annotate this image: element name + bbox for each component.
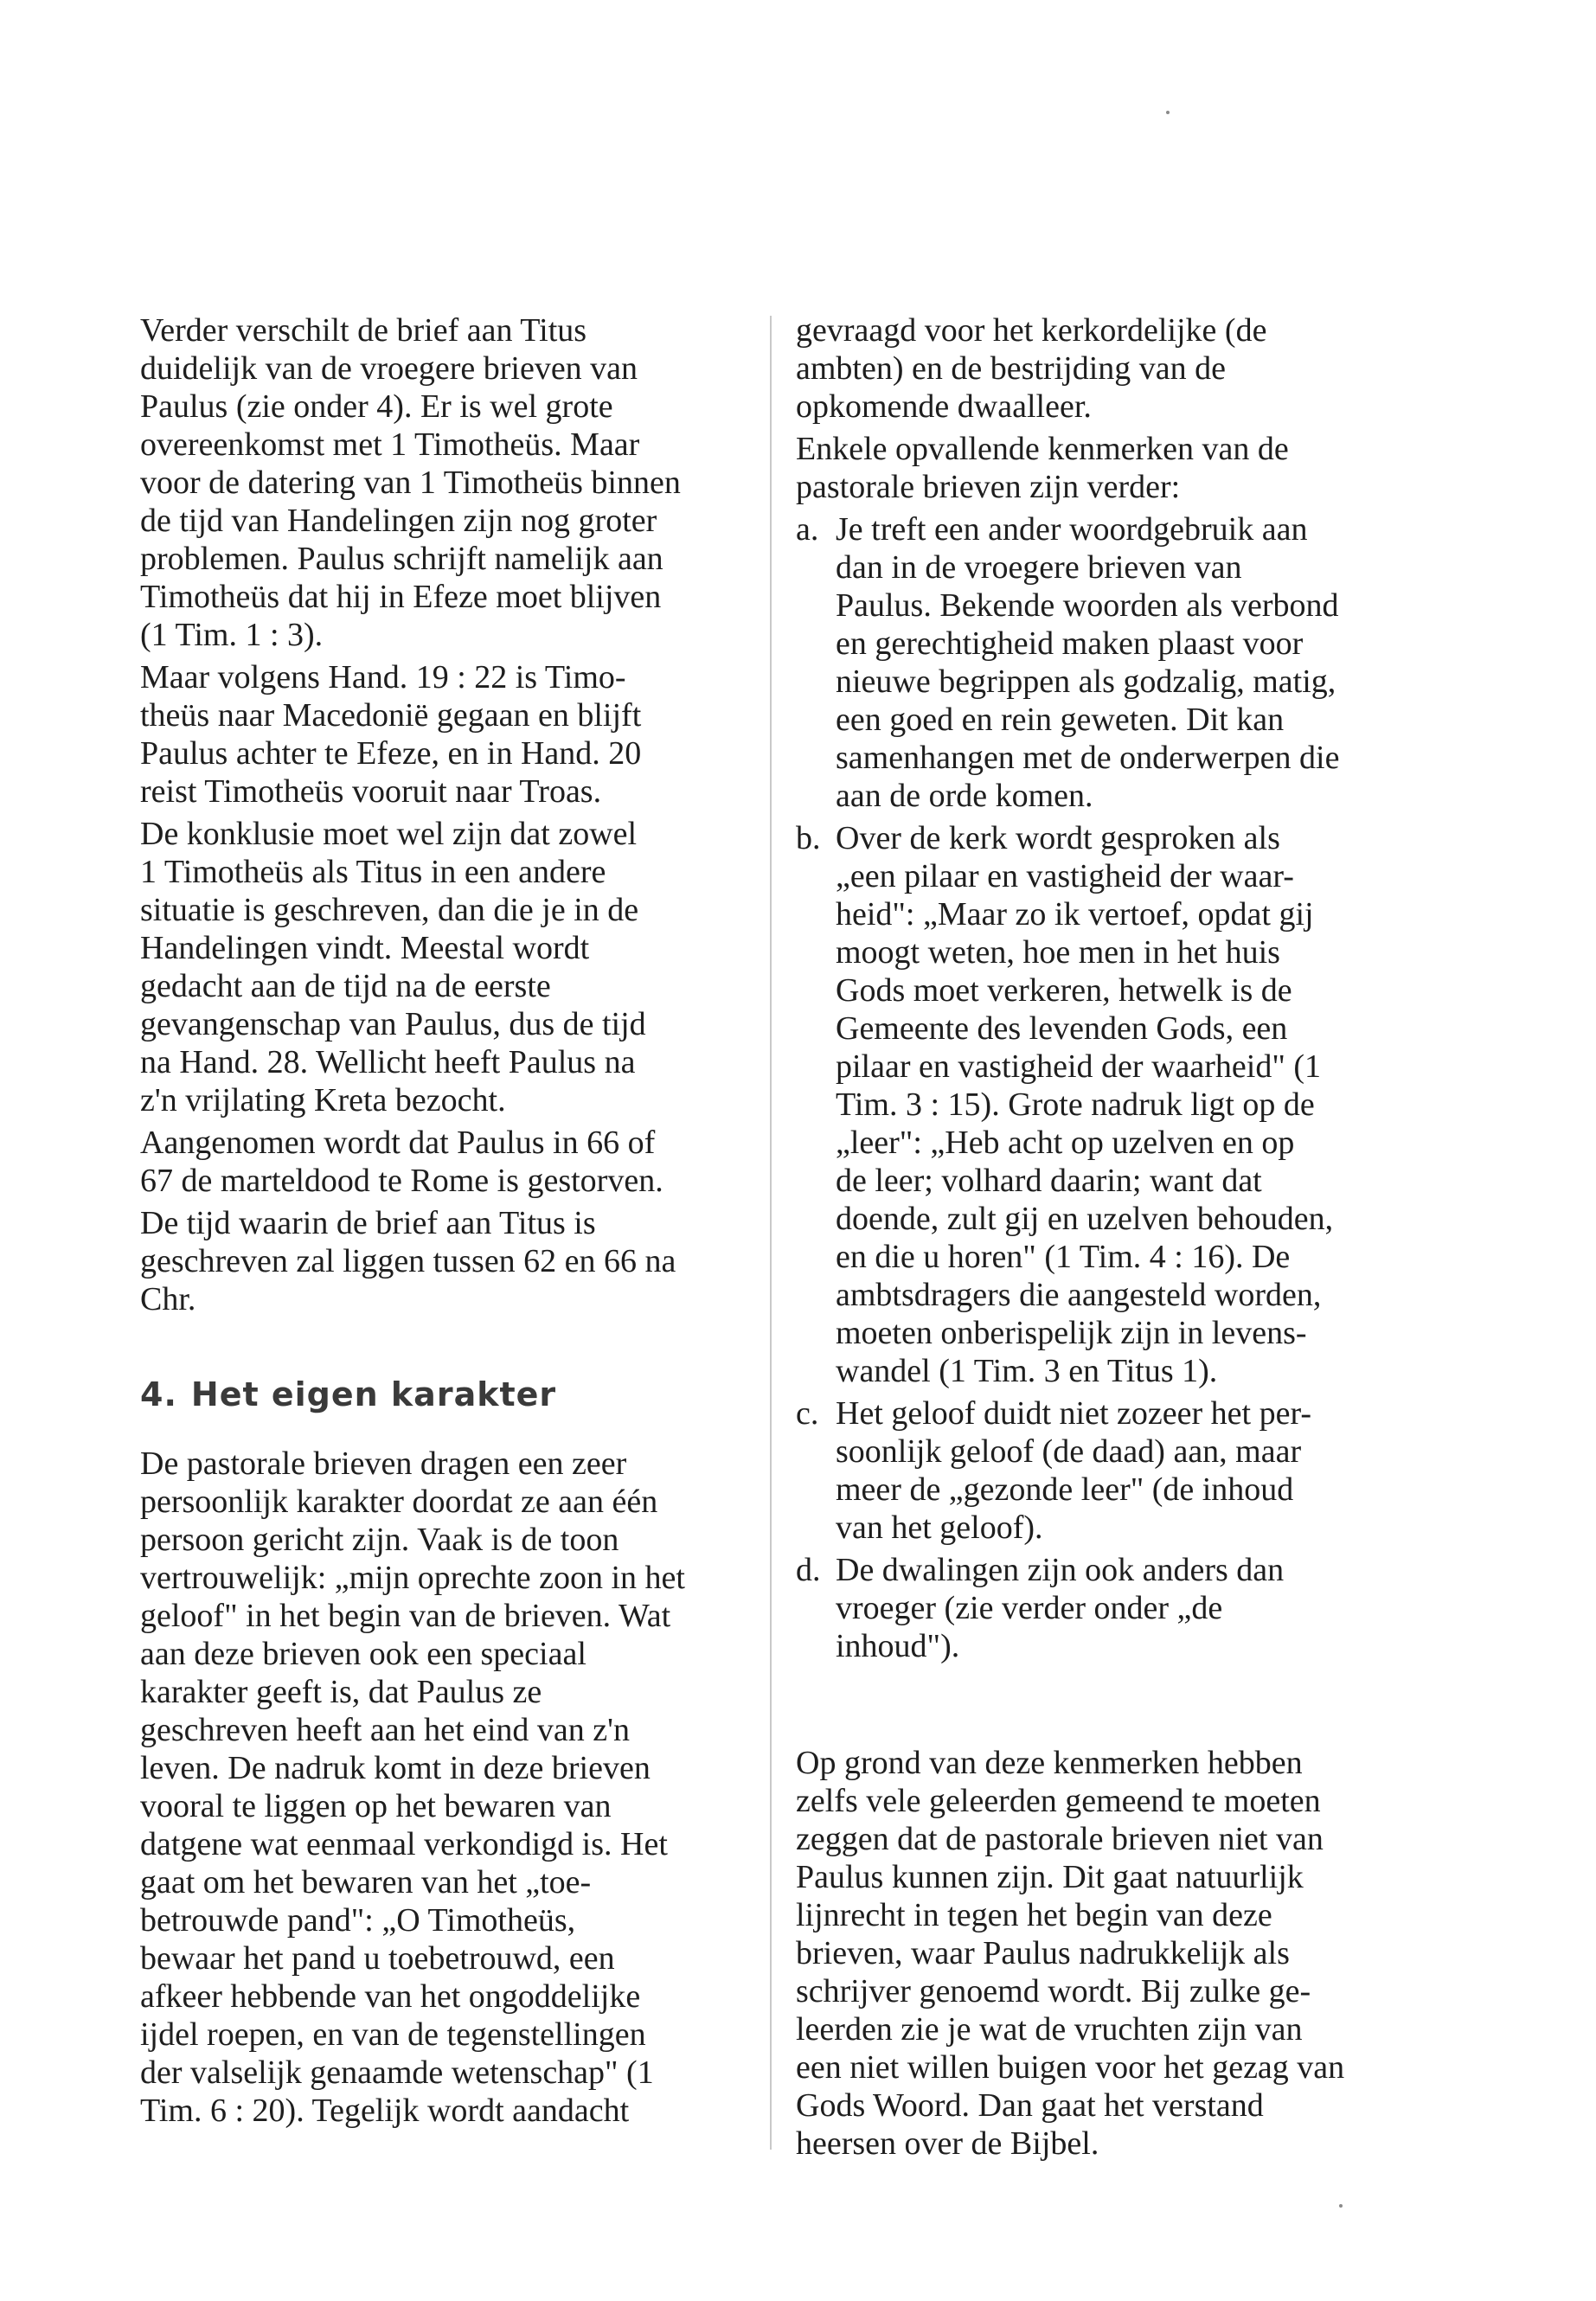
list-marker: c. <box>796 1395 819 1432</box>
text-line: Op grond van deze kenmerken hebben <box>796 1745 1303 1781</box>
text-line: opkomende dwaalleer. <box>796 388 1092 425</box>
list-item-b <box>796 819 1419 1390</box>
text-line: Gods Woord. Dan gaat het verstand <box>796 2087 1264 2124</box>
text-line: Over de kerk wordt gesproken als <box>836 820 1280 856</box>
text-line: duidelijk van de vroegere brieven van <box>140 350 638 387</box>
text-line: geschreven zal liggen tussen 62 en 66 na <box>140 1243 676 1279</box>
text-line: aan deze brieven ook een speciaal <box>140 1636 586 1672</box>
list-marker: b. <box>796 820 821 856</box>
text-line: een niet willen buigen voor het gezag van <box>796 2049 1345 2086</box>
text-line: Timotheüs dat hij in Efeze moet blijven <box>140 579 662 615</box>
text-line: ambten) en de bestrijding van de <box>796 350 1227 387</box>
text-line: meer de „gezonde leer" (de inhoud <box>836 1471 1294 1508</box>
text-line: persoon gericht zijn. Vaak is de toon <box>140 1522 619 1558</box>
text-line: De tijd waarin de brief aan Titus is <box>140 1205 596 1241</box>
text-line: De konklusie moet wel zijn dat zowel <box>140 816 638 852</box>
list-item-a <box>796 510 1419 815</box>
text-line: en die u horen" (1 Tim. 4 : 16). De <box>836 1239 1291 1275</box>
text-line: de tijd van Handelingen zijn nog groter <box>140 503 657 539</box>
text-line: (1 Tim. 1 : 3). <box>140 617 324 653</box>
spacer <box>796 1670 1419 1744</box>
left-paragraph-1 <box>140 311 763 654</box>
text-line: na Hand. 28. Wellicht heeft Paulus na <box>140 1044 636 1080</box>
text-line: Tim. 3 : 15). Grote nadruk ligt op de <box>836 1086 1315 1123</box>
text-line: Je treft een ander woordgebruik aan <box>836 511 1308 548</box>
text-line: der valselijk genaamde wetenschap" (1 <box>140 2054 654 2091</box>
text-line: leven. De nadruk komt in deze brieven <box>140 1750 651 1786</box>
text-line: vroeger (zie verder onder „de <box>836 1590 1223 1626</box>
text-line: brieven, waar Paulus nadrukkelijk als <box>796 1935 1290 1971</box>
text-line: een goed en rein geweten. Dit kan <box>836 702 1285 738</box>
text-line: moeten onberispelijk zijn in levens- <box>836 1315 1307 1351</box>
text-line: en gerechtigheid maken plaast voor <box>836 625 1304 662</box>
left-paragraph-2 <box>140 658 763 811</box>
list-item-text <box>836 510 1419 815</box>
text-line: Gemeente des levenden Gods, een <box>836 1010 1288 1047</box>
list-item-text <box>836 819 1419 1390</box>
text-line: geloof" in het begin van de brieven. Wat <box>140 1598 671 1634</box>
text-line: Gods moet verkeren, hetwelk is de <box>836 972 1292 1009</box>
text-line: bewaar het pand u toebetrouwd, een <box>140 1940 615 1977</box>
text-line: z'n vrijlating Kreta bezocht. <box>140 1082 506 1118</box>
text-line: nieuwe begrippen als godzalig, matig, <box>836 663 1336 700</box>
section-title: Het eigen karakter <box>190 1375 557 1413</box>
text-line: Paulus. Bekende woorden als verbond <box>836 587 1339 624</box>
text-line: soonlijk geloof (de daad) aan, maar <box>836 1433 1302 1470</box>
right-column <box>796 311 1419 2167</box>
text-line: samenhangen met de onderwerpen die <box>836 740 1340 776</box>
text-line: Verder verschilt de brief aan Titus <box>140 312 587 349</box>
text-line: datgene wat eenmaal verkondigd is. Het <box>140 1826 668 1862</box>
text-line: afkeer hebbende van het ongoddelijke <box>140 1978 641 2015</box>
right-paragraph-2 <box>796 430 1419 506</box>
text-line: aan de orde komen. <box>836 778 1093 814</box>
right-paragraph-3 <box>796 1744 1419 2163</box>
section-heading <box>140 1375 763 1413</box>
text-line: situatie is geschreven, dan die je in de <box>140 892 639 928</box>
text-line: Paulus (zie onder 4). Er is wel grote <box>140 388 613 425</box>
text-line: geschreven heeft aan het eind van z'n <box>140 1712 631 1748</box>
text-line: 1 Timotheüs als Titus in een andere <box>140 854 606 890</box>
section-number: 4. <box>140 1375 177 1413</box>
text-line: Het geloof duidt niet zozeer het per- <box>836 1395 1311 1432</box>
text-line: overeenkomst met 1 Timotheüs. Maar <box>140 426 640 463</box>
left-paragraph-6 <box>140 1445 763 2130</box>
left-paragraph-5 <box>140 1204 763 1318</box>
text-line: schrijver genoemd wordt. Bij zulke ge- <box>796 1973 1311 2009</box>
column-divider <box>770 316 772 2150</box>
text-line: ambtsdragers die aangesteld worden, <box>836 1277 1322 1313</box>
text-line: Chr. <box>140 1281 196 1317</box>
text-line: De dwalingen zijn ook anders dan <box>836 1552 1285 1588</box>
text-line: Handelingen vindt. Meestal wordt <box>140 930 590 966</box>
text-line: betrouwde pand": „O Timotheüs, <box>140 1902 576 1939</box>
scan-speck <box>1339 2204 1343 2208</box>
text-line: theüs naar Macedonië gegaan en blijft <box>140 697 642 734</box>
text-line: Enkele opvallende kenmerken van de <box>796 431 1289 467</box>
text-line: Maar volgens Hand. 19 : 22 is Timo- <box>140 659 626 695</box>
list-item-text <box>836 1551 1419 1665</box>
text-line: gevangenschap van Paulus, dus de tijd <box>140 1006 646 1042</box>
text-line: heersen over de Bijbel. <box>796 2125 1099 2162</box>
text-line: zelfs vele geleerden gemeend te moeten <box>796 1783 1321 1819</box>
text-line: karakter geeft is, dat Paulus ze <box>140 1674 542 1710</box>
list-marker: d. <box>796 1552 821 1588</box>
text-line: leerden zie je wat de vruchten zijn van <box>796 2011 1303 2048</box>
text-line: zeggen dat de pastorale brieven niet van <box>796 1821 1324 1857</box>
text-line: wandel (1 Tim. 3 en Titus 1). <box>836 1353 1218 1389</box>
list-item-c <box>796 1394 1419 1547</box>
text-line: van het geloof). <box>836 1509 1043 1546</box>
text-line: ijdel roepen, en van de tegenstellingen <box>140 2016 646 2053</box>
text-line: De pastorale brieven dragen een zeer <box>140 1445 627 1482</box>
text-line: pilaar en vastigheid der waarheid" (1 <box>836 1048 1322 1085</box>
text-line: moogt weten, hoe men in het huis <box>836 934 1280 971</box>
list-item-d <box>796 1551 1419 1665</box>
left-paragraph-3 <box>140 815 763 1119</box>
text-line: de leer; volhard daarin; want dat <box>836 1163 1262 1199</box>
text-line: Paulus achter te Efeze, en in Hand. 20 <box>140 735 642 772</box>
left-paragraph-4 <box>140 1124 763 1200</box>
text-line: pastorale brieven zijn verder: <box>796 469 1181 505</box>
text-line: 67 de marteldood te Rome is gestorven. <box>140 1163 663 1199</box>
text-line: lijnrecht in tegen het begin van deze <box>796 1897 1272 1933</box>
text-line: Aangenomen wordt dat Paulus in 66 of <box>140 1125 656 1161</box>
text-line: inhoud"). <box>836 1628 960 1664</box>
text-line: voor de datering van 1 Timotheüs binnen <box>140 465 681 501</box>
list-marker: a. <box>796 511 819 548</box>
text-line: vertrouwelijk: „mijn oprechte zoon in het <box>140 1560 685 1596</box>
text-line: persoonlijk karakter doordat ze aan één <box>140 1484 658 1520</box>
text-line: gedacht aan de tijd na de eerste <box>140 968 551 1004</box>
text-line: vooral te liggen op het bewaren van <box>140 1788 612 1824</box>
scan-speck <box>1166 111 1170 114</box>
text-line: Paulus kunnen zijn. Dit gaat natuurlijk <box>796 1859 1304 1895</box>
text-line: dan in de vroegere brieven van <box>836 549 1242 586</box>
text-line: heid": „Maar zo ik vertoef, opdat gij <box>836 896 1314 933</box>
list-item-text <box>836 1394 1419 1547</box>
text-line: doende, zult gij en uzelven behouden, <box>836 1201 1334 1237</box>
text-line: gaat om het bewaren van het „toe- <box>140 1864 592 1900</box>
text-line: problemen. Paulus schrijft namelijk aan <box>140 541 663 577</box>
left-column <box>140 311 763 2134</box>
text-line: „leer": „Heb acht op uzelven en op <box>836 1125 1295 1161</box>
text-line: gevraagd voor het kerkordelijke (de <box>796 312 1267 349</box>
right-paragraph-1 <box>796 311 1419 426</box>
text-line: reist Timotheüs vooruit naar Troas. <box>140 773 602 810</box>
text-line: Tim. 6 : 20). Tegelijk wordt aandacht <box>140 2093 630 2129</box>
text-line: „een pilaar en vastigheid der waar- <box>836 858 1294 894</box>
